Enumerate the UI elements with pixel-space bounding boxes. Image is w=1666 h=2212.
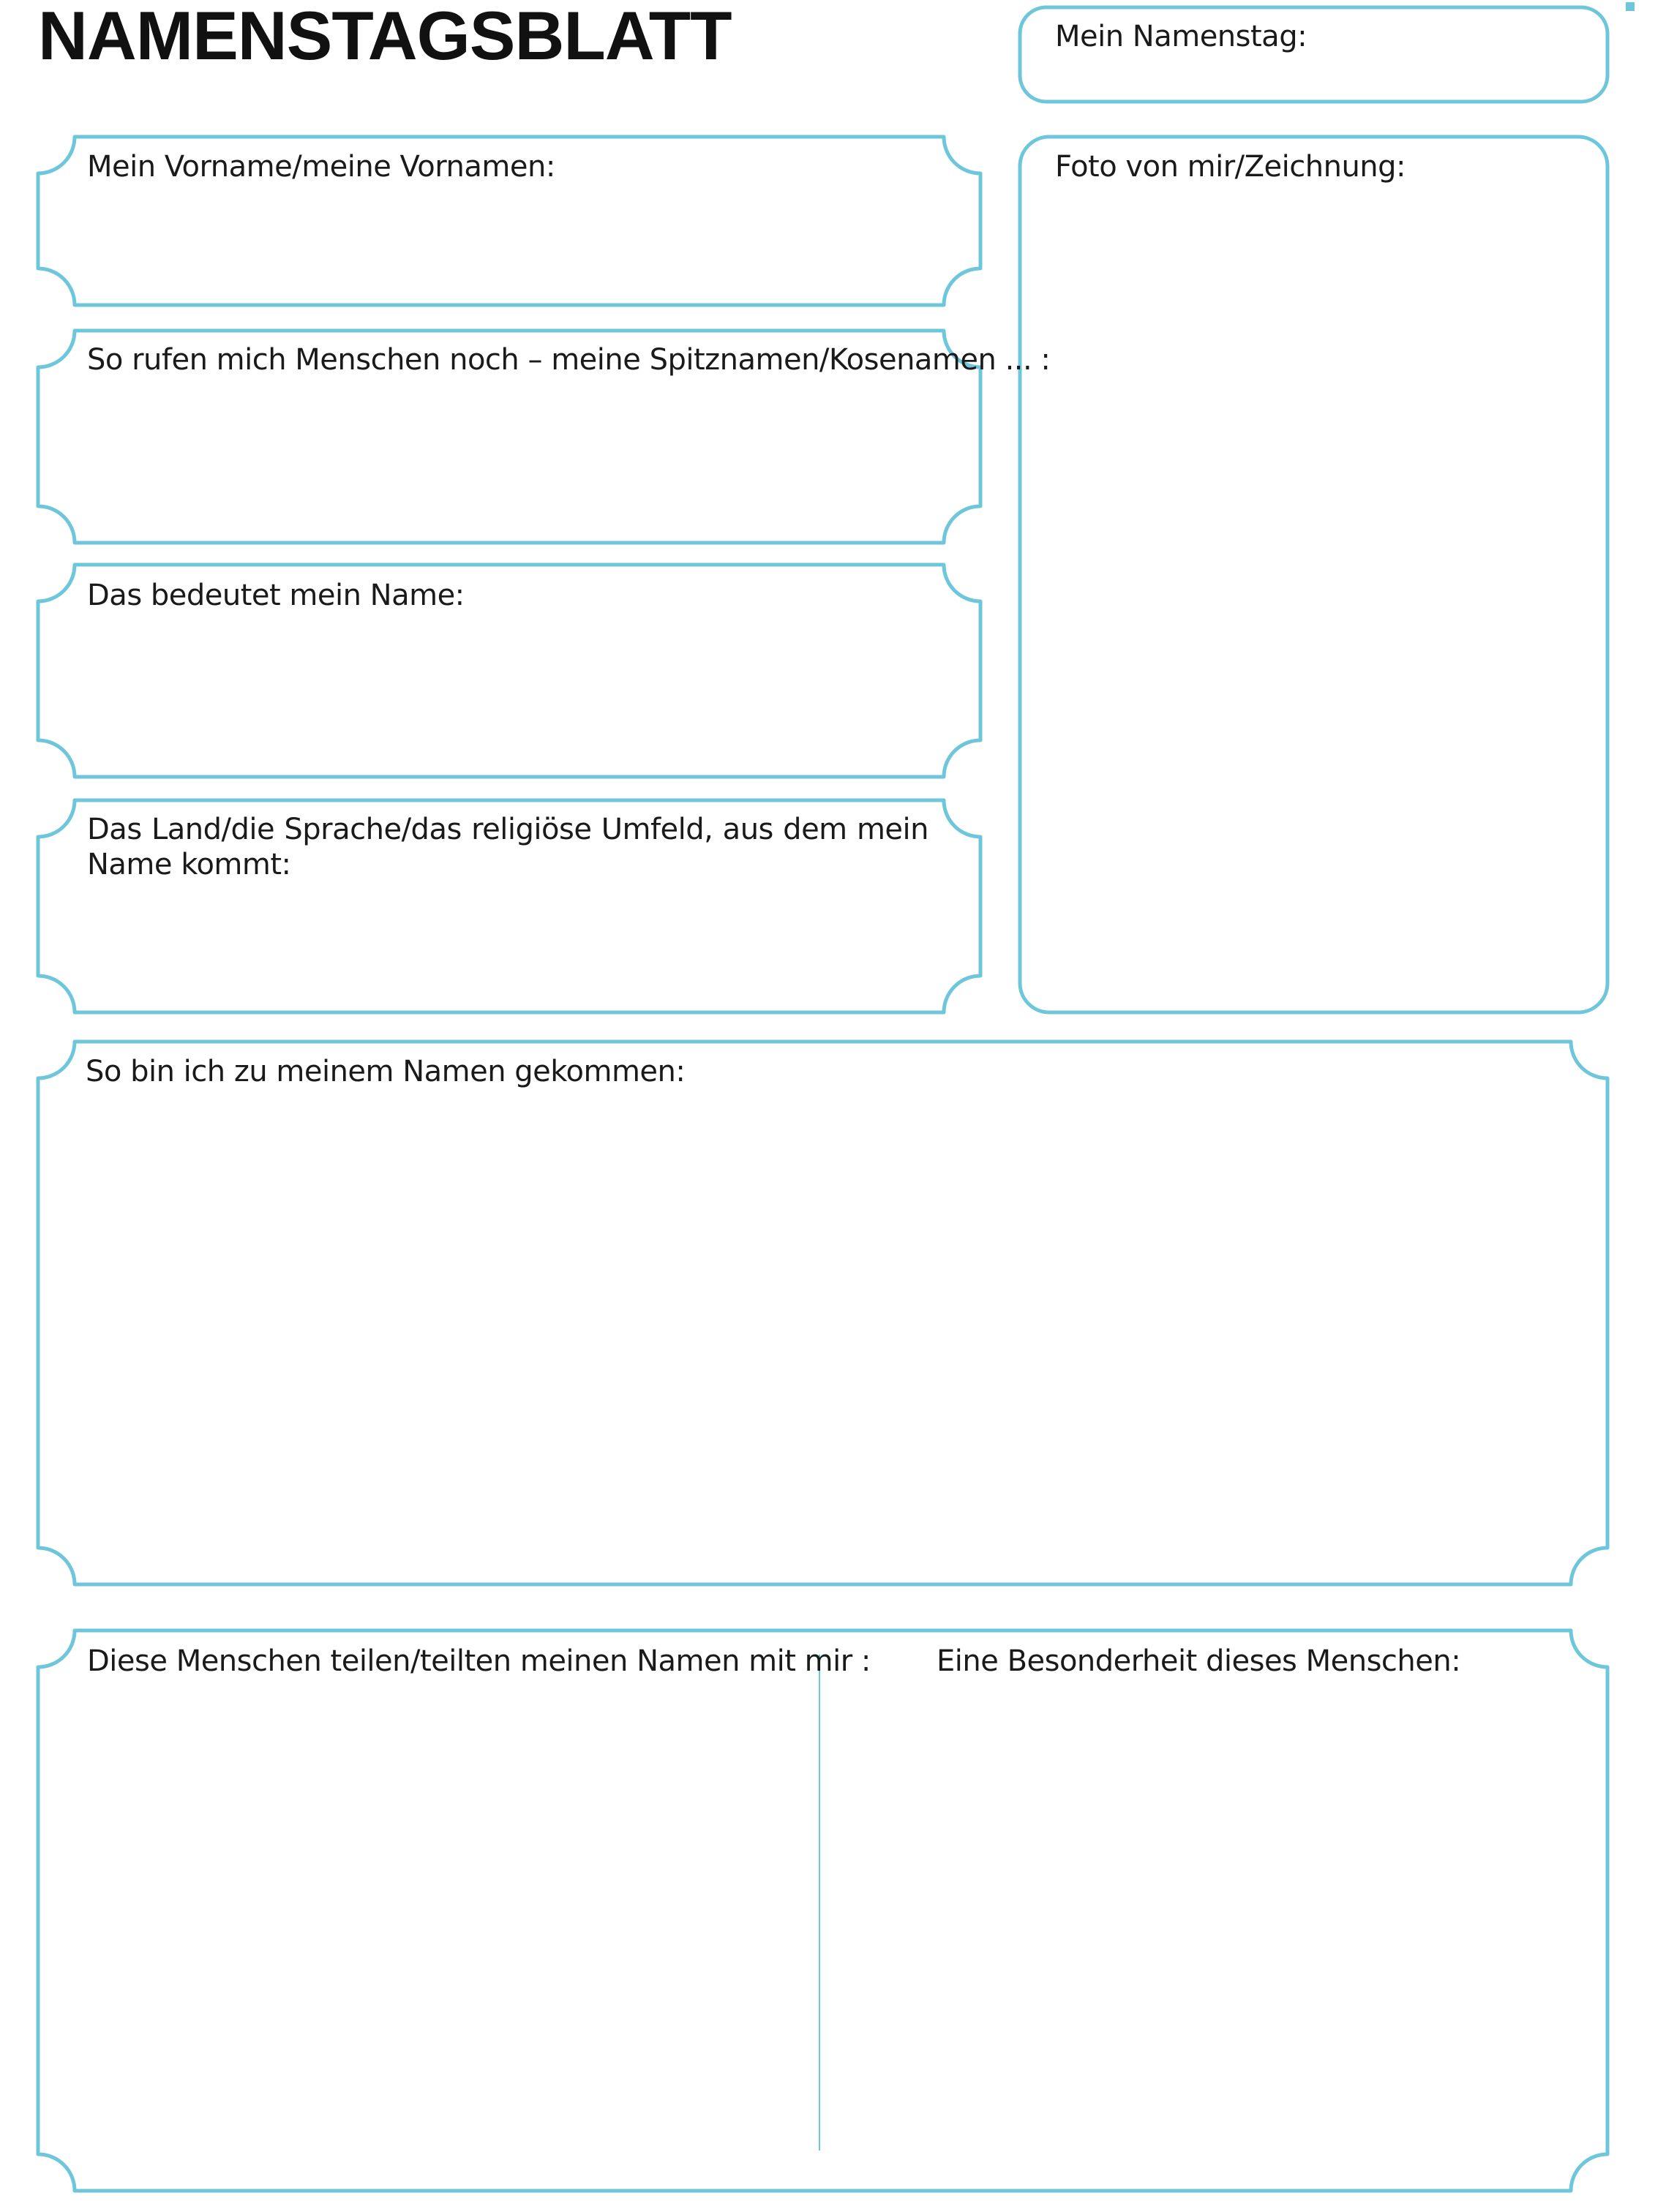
foto-box[interactable] <box>1020 137 1607 1012</box>
vornamen-label: Mein Vorname/meine Vornamen: <box>87 150 555 184</box>
namensvettern-box[interactable] <box>38 1630 1607 2191</box>
entstehung-box[interactable] <box>38 1042 1607 1584</box>
bedeutung-label: Das bedeutet mein Name: <box>87 579 465 612</box>
namensvettern-label: Diese Menschen teilen/teilten meinen Namen mit mir : <box>87 1644 871 1678</box>
herkunft-label: Das Land/die Sprache/das religiöse Umfeld, aus dem mein Name kommt: <box>87 813 928 881</box>
foto-label: Foto von mir/Zeichnung: <box>1055 150 1406 184</box>
namenstag-label: Mein Namenstag: <box>1055 20 1307 53</box>
corner-marker <box>1626 2 1635 11</box>
spitznamen-label: So rufen mich Menschen noch – meine Spitznamen/Kosenamen ... : <box>87 343 1051 377</box>
besonderheit-label: Eine Besonderheit dieses Menschen: <box>937 1644 1461 1678</box>
page-title: NAMENSTAGSBLATT <box>38 0 732 74</box>
entstehung-label: So bin ich zu meinem Namen gekommen: <box>86 1055 686 1088</box>
